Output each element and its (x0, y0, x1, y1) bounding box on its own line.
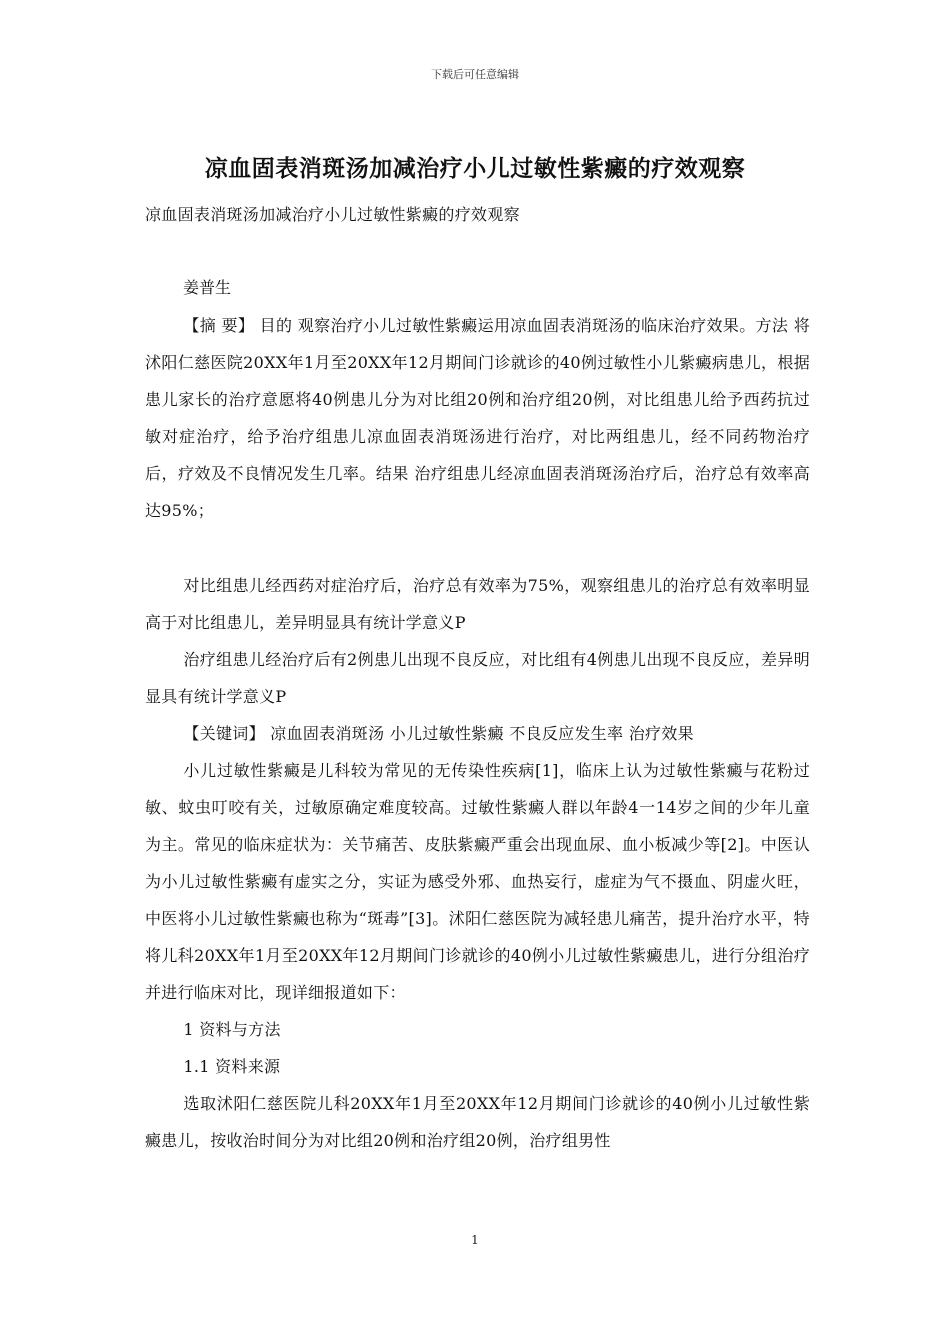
author-name: 姜普生 (183, 278, 232, 297)
page-number: 1 (471, 1233, 479, 1247)
result-paragraph: 对比组患儿经西药对症治疗后，治疗总有效率为75%，观察组患儿的治疗总有效率明显高于对比组患儿，差异明显具有统计学意义P (145, 576, 810, 632)
section-heading-1-1: 1.1 资料来源 (183, 1057, 281, 1076)
document-title: 凉血固表消斑汤加减治疗小儿过敏性紫癜的疗效观察 (204, 156, 746, 182)
header-note: 下载后可任意编辑 (431, 68, 519, 81)
document-subtitle: 凉血固表消斑汤加减治疗小儿过敏性紫癜的疗效观察 (145, 205, 520, 224)
section-heading-1: 1 资料与方法 (183, 1020, 281, 1039)
introduction-paragraph: 小儿过敏性紫癜是儿科较为常见的无传染性疾病[1]，临床上认为过敏性紫癜与花粉过敏、蚊虫叮咬有关，过敏原确定难度较高。过敏性紫癜人群以年龄4一14岁之间的少年儿童为主。常见的临床症状为：关节痛苦、皮肤紫癜严重会出现血尿、血小板减少等[2]。中医认为小儿过敏性紫癜有虚实之分，实证为感受外邪、血热妄行，虚症为气不摄血、阴虚火旺，中医将小儿过敏性紫癜也称为“斑毒”[3]。沭阳仁慈医院为减轻患儿痛苦，提升治疗水平，特将儿科20XX年1月至20XX年12月期间门诊就诊的40例小儿过敏性紫癜患儿，进行分组治疗并进行临床对比，现详细报道如下： (145, 761, 810, 1002)
abstract-paragraph: 【摘 要】 目的 观察治疗小儿过敏性紫癜运用凉血固表消斑汤的临床治疗效果。方法 将沭阳仁慈医院20XX年1月至20XX年12月期间门诊就诊的40例过敏性小儿紫癜病患儿，根据患儿家长的治疗意愿将40例患儿分为对比组20例和治疗组20例，对比组患儿给予西药抗过敏对症治疗，给予治疗组患儿凉血固表消斑汤进行治疗，对比两组患儿，经不同药物治疗后，疗效及不良情况发生几率。结果 治疗组患儿经凉血固表消斑汤治疗后，治疗总有效率高达95%； (145, 316, 810, 520)
body-block (145, 567, 810, 1159)
keywords-paragraph: 【关键词】 凉血固表消斑汤 小儿过敏性紫癜 不良反应发生率 治疗效果 (183, 724, 694, 743)
materials-paragraph: 选取沭阳仁慈医院儿科20XX年1月至20XX年12月期间门诊就诊的40例小儿过敏性紫癜患儿，按收治时间分为对比组20例和治疗组20例，治疗组男性 (145, 1094, 810, 1150)
adverse-reaction-paragraph: 治疗组患儿经治疗后有2例患儿出现不良反应，对比组有4例患儿出现不良反应，差异明显具有统计学意义P (145, 650, 810, 706)
abstract-block (145, 307, 810, 529)
